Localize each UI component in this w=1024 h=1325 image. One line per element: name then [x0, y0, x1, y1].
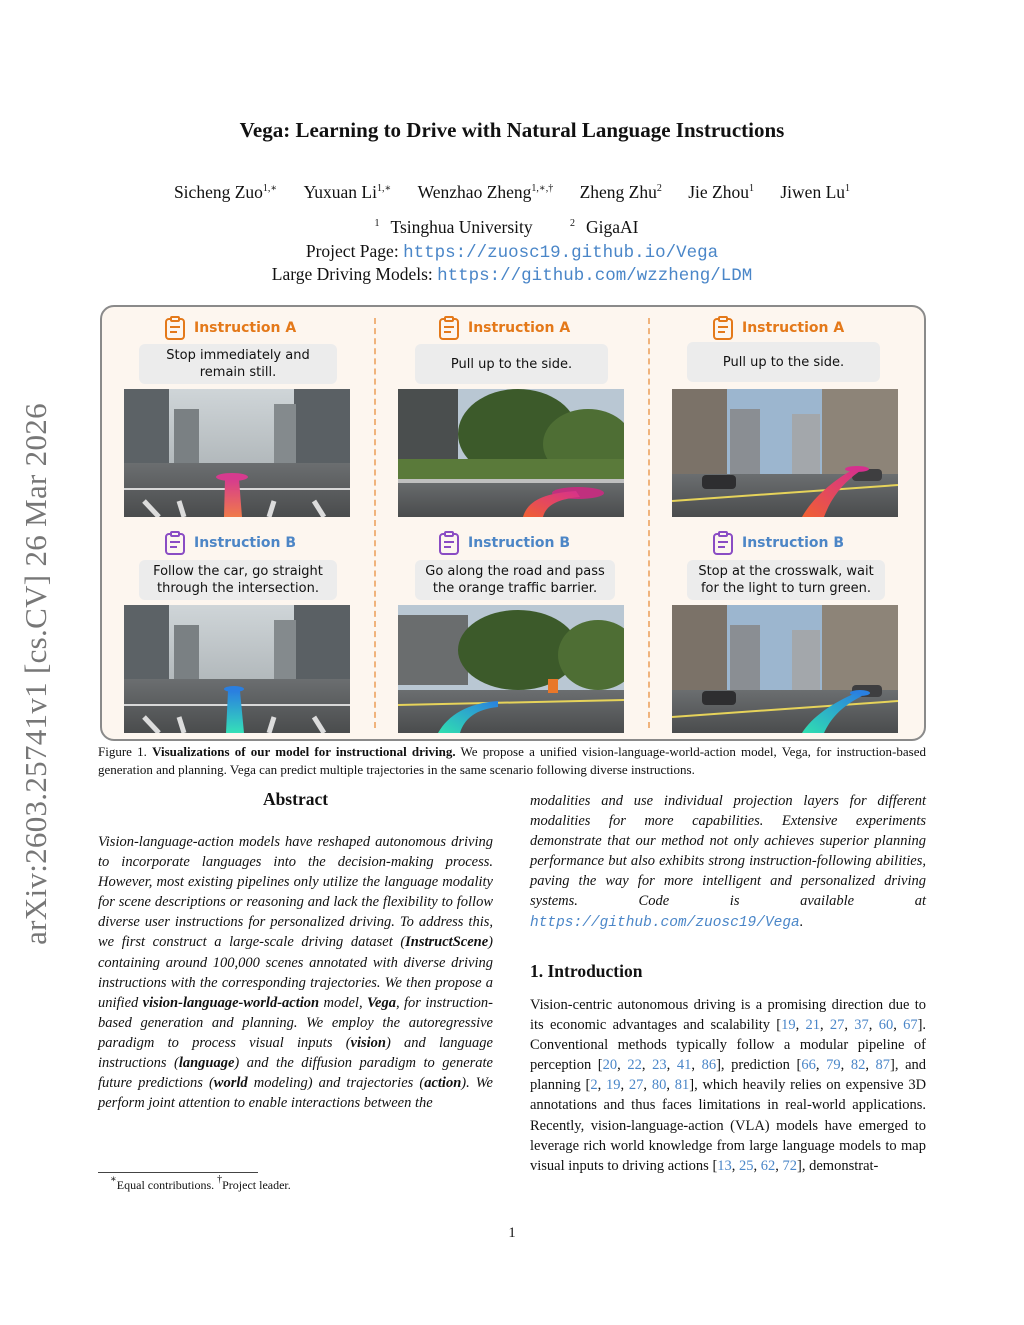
ldm-link[interactable]: https://github.com/wzzheng/LDM: [437, 266, 753, 286]
instruction-b-header: Instruction B: [164, 531, 296, 555]
instruction-text: Follow the car, go straight through the intersection.: [139, 560, 337, 600]
paper-title: Vega: Learning to Drive with Natural Language Instructions: [239, 118, 785, 142]
instruction-text: Pull up to the side.: [415, 344, 608, 384]
arxiv-id: arXiv:2603.25741v1 [cs.CV] 26 Mar 2026: [18, 403, 53, 945]
clipboard-icon: [164, 531, 186, 555]
driving-scene-image: [124, 389, 350, 517]
driving-scene-image: [124, 605, 350, 733]
instruction-a-header: Instruction A: [164, 316, 296, 340]
driving-scene-image: [398, 389, 624, 517]
citation[interactable]: 72: [782, 1157, 798, 1174]
footnote-rule: [98, 1172, 258, 1173]
citation[interactable]: 20: [602, 1057, 618, 1074]
project-page-line: Project Page: https://zuosc19.github.io/Vega: [305, 241, 719, 263]
citation[interactable]: 62: [760, 1157, 776, 1174]
author-list: [0, 182, 1024, 203]
citation[interactable]: 2: [590, 1077, 598, 1094]
citation[interactable]: 22: [627, 1057, 642, 1074]
abstract-heading: Abstract: [262, 789, 329, 809]
instruction-b-header: Instruction B: [438, 531, 570, 555]
citation[interactable]: 13: [717, 1157, 732, 1174]
instruction-text: Stop immediately and remain still.: [139, 344, 337, 384]
instruction-b-header: Instruction B: [712, 531, 844, 555]
citation[interactable]: 27: [829, 1017, 845, 1034]
intro-text: Vision-centric autonomous driving is a promising direction due to its economic advantages and scalability [19, 21, 27, 37, 60, 67]. Conventional methods typically follow a modular pipeline of perception [20, 22, 23, 41, 86], prediction [66, 79, 82, 87], and planning [2, 19, 27, 80, 81], which heavily relies on expensive 3D annotations and thus faces limitations in real-world applications. Recently, vision-language-action (VLA) models have emerged to leverage rich world knowledge from large language models to map visual inputs to driving actions [13, 25, 62, 72], demonstrat-: [530, 997, 927, 1174]
column-divider: [648, 318, 650, 728]
citation[interactable]: 86: [701, 1057, 717, 1074]
arxiv-stamp: [14, 384, 58, 964]
code-link[interactable]: https://github.com/zuosc19/Vega: [530, 914, 800, 931]
author: Wenzhao Zheng$^{1,∗,\dagger}$: [417, 182, 554, 202]
clipboard-icon: [438, 316, 460, 340]
intro-heading: 1. Introduction: [530, 961, 643, 981]
author: Sicheng Zuo$^{1,∗}$: [173, 182, 278, 202]
citation[interactable]: 66: [801, 1057, 816, 1074]
clipboard-icon: [712, 316, 734, 340]
citation[interactable]: 87: [875, 1057, 891, 1074]
citation[interactable]: 25: [739, 1157, 754, 1174]
abstract-continued: modalities and use individual projection layers for different modalities for more capabilities. Extensive experiments demonstrate that our method not only achieves superior planning performance but also exhibits strong instruction-following abilities, paving the way for more intelligent and personalized driving systems. Code is available at https://github.com/zuosc19/Vega.: [530, 793, 926, 931]
abstract-text: Vision-language-action models have reshaped autonomous driving to incorporate languages into the decision-making process. However, most existing pipelines only utilize the language modality for scene descriptions or reasoning and lack the flexibility to follow diverse user instructions for personalized driving. To address this, we first construct a large-scale driving dataset (InstructScene) containing around 100,000 scenes annotated with diverse driving instructions with the corresponding trajectories. We then propose a unified vision-language-world-action model, Vega, for instruction-based generation and planning. We employ the autoregressive paradigm to process visual inputs (vision) and language instructions (language) and the diffusion paradigm to generate future predictions (world modeling) and trajectories (action). We perform joint attention to enable interactions between the: [98, 834, 493, 1112]
citation[interactable]: 60: [878, 1017, 894, 1034]
author: Yuxuan $Li^{1,∗}$: [303, 182, 392, 202]
affiliations: [0, 217, 1024, 238]
page-number: 1: [508, 1225, 516, 1241]
affiliation: $^2$ GigaAI: [570, 217, 639, 237]
project-page-link[interactable]: https://zuosc19.github.io/Vega: [403, 243, 719, 263]
column-divider: [374, 318, 376, 728]
citation[interactable]: 79: [826, 1057, 841, 1074]
author: Jie Zhou$^1$: [688, 182, 754, 202]
citation[interactable]: 81: [674, 1077, 690, 1094]
clipboard-icon: [438, 531, 460, 555]
citation[interactable]: 82: [850, 1057, 866, 1074]
citation[interactable]: 37: [854, 1017, 869, 1034]
driving-scene-image: [398, 605, 624, 733]
citation[interactable]: 80: [651, 1077, 667, 1094]
clipboard-icon: [712, 531, 734, 555]
clipboard-icon: [164, 316, 186, 340]
citation[interactable]: 19: [606, 1077, 621, 1094]
citation[interactable]: 23: [652, 1057, 667, 1074]
affiliation: $^1$ Tsinghua University: [374, 217, 533, 237]
driving-scene-image: [672, 605, 898, 733]
instruction-text: Stop at the crosswalk, wait for the light to turn green.: [687, 560, 885, 600]
figure-caption: Figure 1. Visualizations of our model for instructional driving. We propose a unified vision-language-world-action model, Vega, for instruction-based generation and planning. Vega can predict multiple trajectories in the same scenario following diverse instructions.: [98, 744, 926, 777]
footnote: ∗Equal contributions. †Project leader.: [110, 1174, 291, 1192]
author: Jiwen Lu$^1$: [780, 182, 851, 202]
citation[interactable]: 41: [676, 1057, 692, 1074]
instruction-a-header: Instruction A: [438, 316, 570, 340]
citation[interactable]: 19: [781, 1017, 796, 1034]
citation[interactable]: 67: [903, 1017, 918, 1034]
citation[interactable]: 27: [628, 1077, 644, 1094]
driving-scene-image: [672, 389, 898, 517]
citation[interactable]: 21: [805, 1017, 821, 1034]
instruction-a-header: Instruction A: [712, 316, 844, 340]
author: Zheng Zhu$^2$: [579, 182, 662, 202]
ldm-line: Large Driving Models: https://github.com/wzzheng/LDM: [271, 264, 753, 286]
instruction-text: Pull up to the side.: [687, 342, 880, 382]
instruction-text: Go along the road and pass the orange traffic barrier.: [415, 560, 615, 600]
